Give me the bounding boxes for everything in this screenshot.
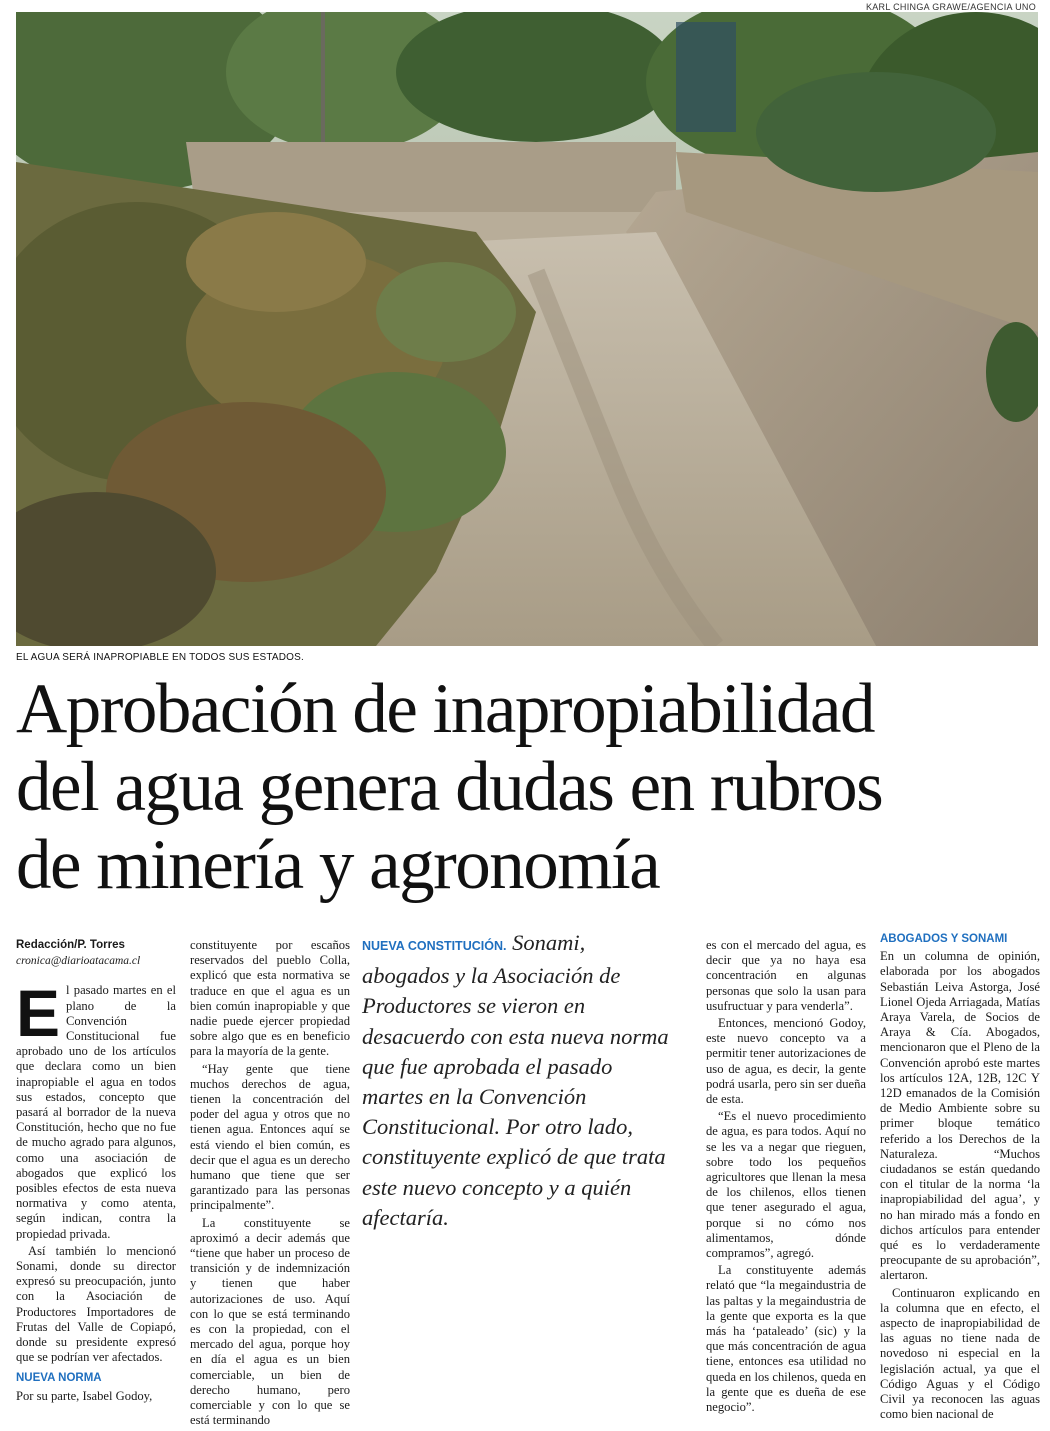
article-column-4	[706, 938, 866, 1417]
photo-caption: EL AGUA SERÁ INAPROPIABLE EN TODOS SUS ESTADOS.	[16, 652, 305, 663]
headline-line-1: Aprobación de inapropiabilidad	[16, 670, 874, 748]
lead-kicker: NUEVA CONSTITUCIÓN.	[362, 939, 507, 953]
paragraph-intro-text: l pasado martes en el plano de la Convención Constitucional fue aprobado uno de los artículos que declara como un bien inapropiable el agua en todos sus estados, concepto que pasará al borrador de la nueva Constitución, hecho que no fue de mucho agrado para algunos, como una asociación de abogados que explicó los posibles efectos de esta nueva normativa y como atenta, según indican, contra la propiedad privada.	[16, 983, 176, 1241]
article-column-5	[880, 932, 1040, 1425]
headline-line-3: de minería y agronomía	[16, 826, 660, 904]
lead-text: Sonami, abogados y la Asociación de Productores se vieron en desacuerdo con esta nueva norma que fue aprobada el pasado martes en la Convención Constitucional. Por otro lado, constituyente explicó de que trata este nuevo concepto y a quién afectaría.	[362, 930, 669, 1230]
photo-credit: KARL CHINGA GRAWE/AGENCIA UNO	[865, 2, 1036, 12]
paragraph: “Es el nuevo procedimiento de agua, es para todos. Aquí no se les va a negar que rieguen, sobre todo los pequeños agricultores que llenan la mesa de los chilenos, ellos tienen que tener asegurado el agua, porque si no cómo nos alimentamos, dónde compramos”, agregó.	[706, 1109, 866, 1261]
article-column-2	[190, 938, 350, 1431]
paragraph: Continuaron explicando en la columna que en efecto, el aspecto de inapropiabilidad de las aguas no tiene nada de novedoso ni especial en la legislación actual, ya que el Código Aguas y el Código Civil ya reconocen las aguas como bien nacional de	[880, 1285, 1040, 1422]
paragraph: Por su parte, Isabel Godoy,	[16, 1388, 153, 1403]
paragraph: Entonces, mencionó Godoy, este nuevo concepto va a permitir tener autorizaciones de uso de agua, es decir, la gente podrá usarla, pero sin ser dueña de esta.	[706, 1016, 866, 1107]
lead-paragraph	[362, 928, 672, 1233]
paragraph: constituyente por escaños reservados del pueblo Colla, explicó que esta normativa se traduce en que el agua es un bien común inapropiable y que nadie puede ejercer propiedad sobre algo que es en beneficio para la mayoría de la gente.	[190, 938, 350, 1059]
headline-line-2: del agua genera dudas en rubros	[16, 748, 883, 826]
section-heading-nueva-norma: NUEVA NORMA	[16, 1372, 102, 1385]
paragraph: “Hay gente que tiene muchos derechos de agua, tienen la concentración del poder del agua y otros que no tienen agua. Entonces aquí se está viendo el bien común, es decir que el agua es un derecho humano que tiene que ser garantizado para las personas principalmente”.	[190, 1061, 350, 1213]
article-column-1	[16, 938, 176, 1406]
article-photo	[16, 12, 1038, 646]
paragraph: La constituyente además relató que “la megaindustria de las paltas y la megaindustria de la gente que exporta es la que más ha ‘pataleado’ (sic) y la que más concentración de agua tiene, entonces esa utilidad no queda en los chilenos, queda en la gente que es dueña de ese negocio”.	[706, 1263, 866, 1415]
paragraph: Así también lo mencionó Sonami, donde su director expresó su preocupación, junto con la Asociación de Productores Importadores de Frutas del Valle de Copiapó, donde su presidente expresó que se podrían ver afectados.	[16, 1243, 176, 1365]
headline	[16, 670, 1036, 904]
byline-email: cronica@diarioatacama.cl	[16, 955, 141, 968]
section-heading-abogados-sonami: ABOGADOS Y SONAMI	[880, 933, 1008, 945]
paragraph: La constituyente se aproximó a decir además que “tiene que haber un proceso de transición y de indemnización y tienen que haber autorizaciones de uso. Aquí con lo que se está terminando es con la propiedad, con el mercado del agua, porque hoy en día el agua es un bien comerciable, un bien de derecho humano, pero comerciable y con lo que se está terminando	[190, 1215, 350, 1428]
paragraph-intro	[16, 976, 176, 1241]
drop-cap: E	[16, 976, 61, 1051]
paragraph: En un columna de opinión, elaborada por los abogados Sebastián Leiva Astorga, José Lionel Ojeda Arriagada, Matías Araya Varela, de Socios de Araya & Cía. Abogados, mencionaron que el Pleno de la Convención aprobó este martes los artículos 12A, 12B, 12C Y 12D emanados de la Comisión de Medio Ambiente sobre su primer bloque temático referido a los Derechos de la Naturaleza. “Muchos ciudadanos se están quedando con el titular de la norma ‘la inapropiabilidad del agua’, y no han mirado más a fondo en dichos artículos para entender qué es lo verdaderamente preocupante de su aprobación”, alertaron.	[880, 949, 1040, 1283]
byline-author: Redacción/P. Torres	[16, 939, 125, 951]
paragraph: es con el mercado del agua, es decir que ya no haya esa concentración en algunas personas que solo la usan para usufructuar y para venderla”.	[706, 938, 866, 1013]
